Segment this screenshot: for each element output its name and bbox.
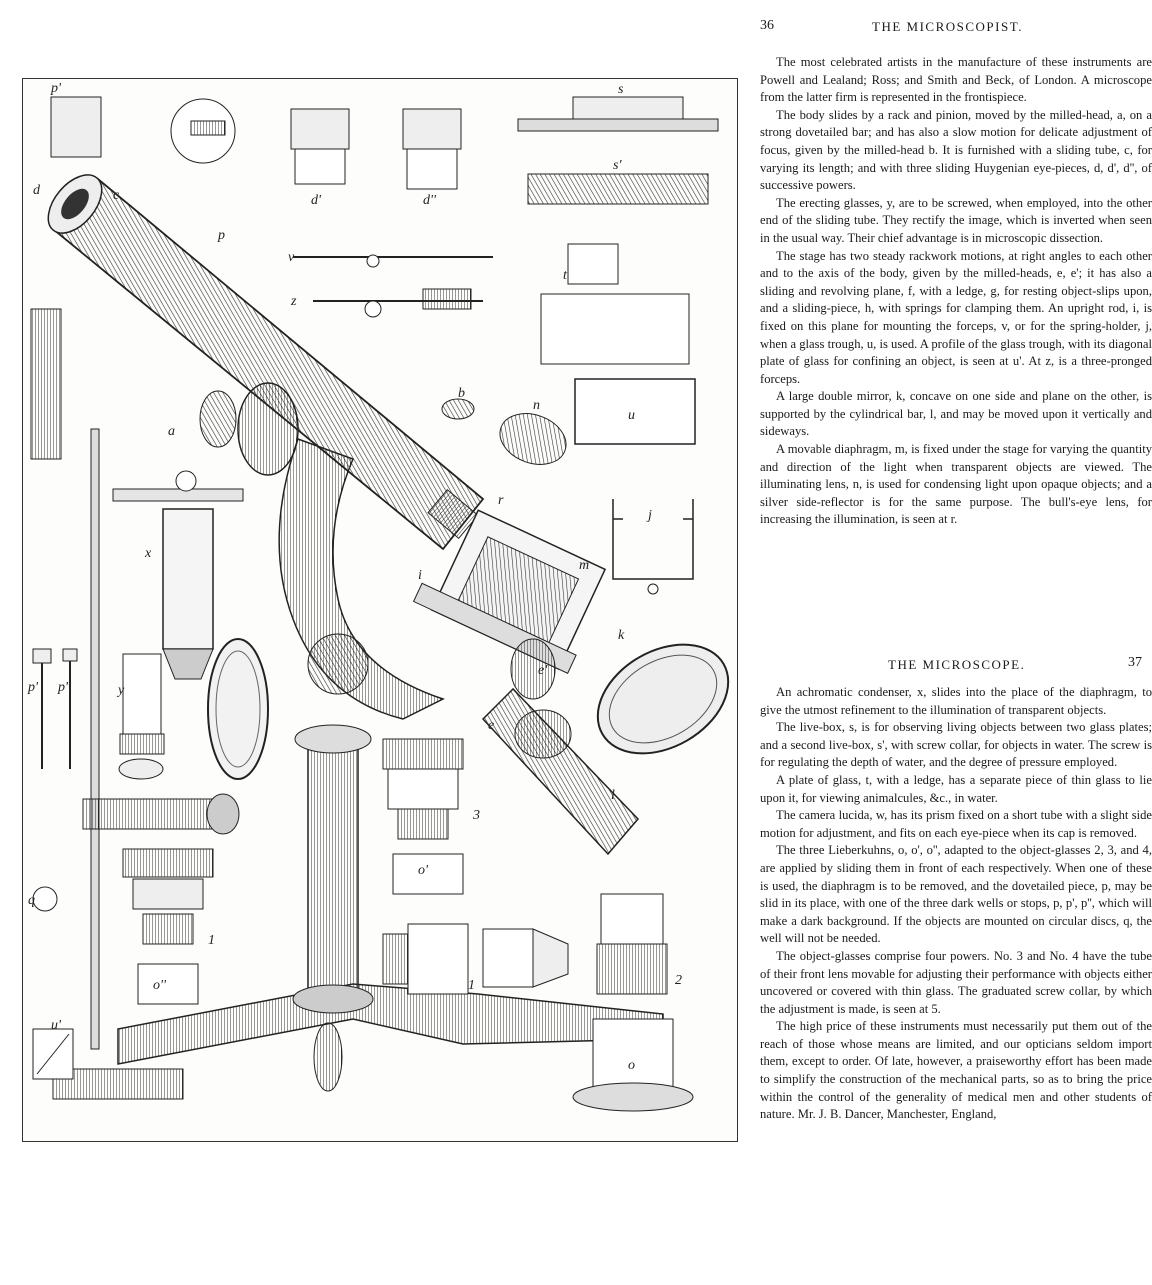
label-o: o <box>628 1058 635 1073</box>
paragraph: The erecting glasses, y, are to be screwed, when employed, into the other end of the sliding tube. They rectify the image, which is inverted when seen in the usual way. Their chief advantage is in microscopic dissection. <box>760 195 1152 245</box>
label-d-double-prime: d'' <box>423 193 436 208</box>
microscope-illustration <box>23 79 738 1142</box>
label-d: d <box>33 183 40 198</box>
label-2: 2 <box>675 973 682 988</box>
paragraph: The three Lieberkuhns, o, o', o'', adapted to the object-glasses 2, 3, and 4, are applied by sliding them in front of each respectively. When one of these is used, the diaphragm is to be removed, and the dovetailed piece, p, may be slid in its place, with one of the three dark wells or stops, p, p', p'', which will make a dark background. If the objects are mounted on circular discs, q, the well will not be needed. <box>760 843 1152 946</box>
pillar <box>308 739 358 999</box>
label-p: p <box>218 228 225 243</box>
label-p-double-prime: p'' <box>58 680 71 695</box>
label-z: z <box>291 294 297 309</box>
paragraph: The most celebrated artists in the manufacture of these instruments are Powell and Lealand; Ross; and Smith and Beck, of London. A microscope from the latter firm is represented in the frontispiece. <box>760 55 1152 105</box>
label-s: s <box>618 82 624 97</box>
label-e: e <box>488 718 495 733</box>
text-block-page-36 <box>760 54 1152 529</box>
paragraph: An achromatic condenser, x, slides into the place of the diaphragm, to give the utmost refinement to the illumination of transparent objects. <box>760 685 1152 717</box>
paragraph: A movable diaphragm, m, is fixed under the stage for varying the quantity and direction of the light when transparent objects are viewed. The illuminating lens, n, is used for condensing light upon opaque objects; and a silver side-reflector is for the same purpose. The bull's-eye lens, for increasing the illumination, is seen at r. <box>760 442 1152 527</box>
text-block-page-37 <box>760 684 1152 1124</box>
label-x: x <box>145 546 152 561</box>
paragraph: A large double mirror, k, concave on one side and plane on the other, is supported by the cylindrical bar, l, and may be moved upon it vertically and sideways. <box>760 389 1152 439</box>
label-t: t <box>563 268 567 283</box>
label-p-prime-top: p' <box>51 81 61 96</box>
label-j: j <box>648 508 652 523</box>
page-number-37: 37 <box>1128 655 1142 670</box>
label-u: u <box>628 408 635 423</box>
label-k: k <box>618 628 625 643</box>
label-1: 1 <box>208 933 215 948</box>
label-p-prime: p' <box>28 680 38 695</box>
tripod-base <box>118 984 663 1064</box>
label-e-prime: e' <box>538 663 548 678</box>
label-y: y <box>118 683 125 698</box>
paragraph: The object-glasses comprise four powers. No. 3 and No. 4 have the tube of their front lens movable for adjusting their performance with objects either uncovered or covered with thin glass. The graduated screw collar, by which the adjustment is made, is seen at 5. <box>760 948 1152 1016</box>
label-r: r <box>498 493 504 508</box>
running-head-37: THE MICROSCOPE. <box>888 657 1026 672</box>
paragraph: The body slides by a rack and pinion, moved by the milled-head, a, on a strong dovetailed bar; and has also a slow motion for delicate adjustment of focus, given by the milled-head b. It is furnished with a sliding tube, c, for varying its length; and with three sliding Huygenian eye-pieces, d, d', d'', of successive powers. <box>760 107 1152 193</box>
label-d-prime: d' <box>311 193 321 208</box>
page-number-36: 36 <box>760 18 774 33</box>
running-head-36: THE MICROSCOPIST. <box>872 19 1023 34</box>
paragraph: The live-box, s, is for observing living objects between two glass plates; and a second live-box, s', with screw collar, for objects in water. The screw is for regulating the depth of water, and the degree of pressure employed. <box>760 720 1152 770</box>
label-a: a <box>168 424 175 439</box>
label-s-prime: s' <box>613 158 622 173</box>
paragraph: A plate of glass, t, with a ledge, has a separate piece of thin glass to lie upon it, for viewing animalcules, &c., in water. <box>760 772 1152 805</box>
label-q: q <box>28 893 35 908</box>
body-tube <box>38 165 483 549</box>
label-b: b <box>458 386 465 401</box>
label-o-prime: o' <box>418 863 428 878</box>
label-m: m <box>579 558 590 573</box>
label-c: c <box>113 188 120 203</box>
paragraph: The stage has two steady rackwork motions, at right angles to each other and to the axis of the body, given by the milled-heads, e, e'; it has also a sliding and revolving plane, f, with a ledge, g, for resting object-slips upon, and a sliding-piece, h, with springs for clamping them. An upright rod, i, is fixed on this plane for mounting the forceps, v, or for the spring-holder, j, when a glass trough, u, is used. A profile of the glass trough, with its diagonal plate of glass for confining an object, is seen at u'. At z, is a three-pronged forceps. <box>760 248 1152 386</box>
label-o-double-prime: o'' <box>153 978 166 993</box>
microscope-engraving-plate <box>22 78 738 1142</box>
label-i: i <box>418 568 422 583</box>
label-u-prime: u' <box>51 1018 61 1033</box>
label-3: 3 <box>473 808 480 823</box>
paragraph: The camera lucida, w, has its prism fixed on a short tube with a slight side motion for adjustment, and fits on each eye-piece when its cap is removed. <box>760 808 1152 840</box>
label-v: v <box>288 250 295 265</box>
paragraph: The high price of these instruments must necessarily put them out of the reach of those whose means are limited, and our opticians seldom import them, except to order. Of late, however, a praiseworthy effort has been made to simplify the construction of the mechanical parts, so as to bring the price within the control of the generality of medical men and other students of nature. Mr. J. B. Dancer, Manchester, England, <box>760 1019 1152 1122</box>
label-1b: 1 <box>468 978 475 993</box>
label-n: n <box>533 398 540 413</box>
label-l: l <box>611 788 615 803</box>
